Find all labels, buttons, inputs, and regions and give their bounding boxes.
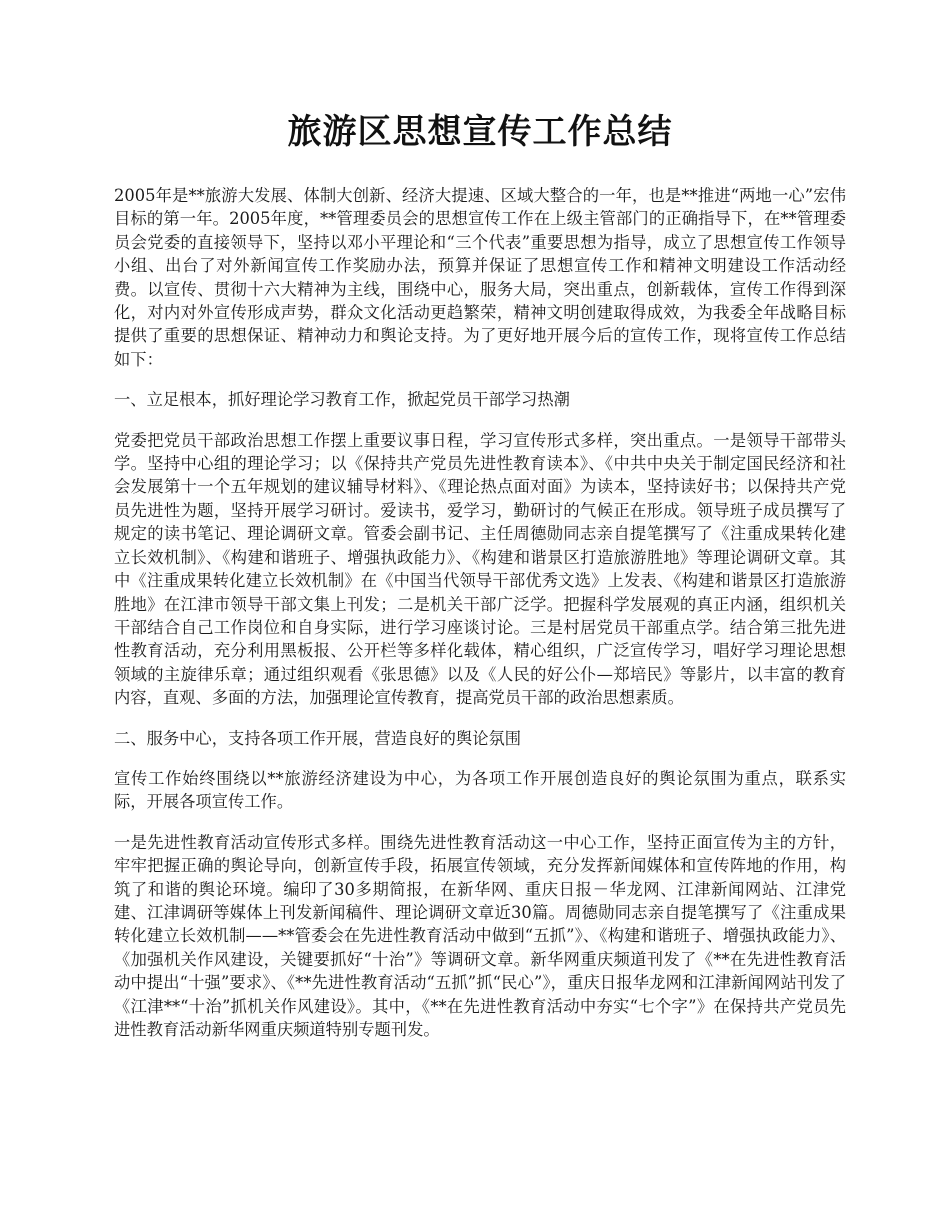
section-2-item-1-paragraph: 一是先进性教育活动宣传形式多样。围绕先进性教育活动这一中心工作，坚持正面宣传为主的方针，牢牢把握正确的舆论导向，创新宣传手段，拓展宣传领域，充分发挥新闻媒体和宣传阵地的作用，构筑了和谐的舆论环境。编印了30多期简报，在新华网、重庆日报－华龙网、江津新闻网站、江津党建、江津调研等媒体上刊发新闻稿件、理论调研文章近30篇。周德勋同志亲自提笔撰写了《注重成果转化建立长效机制——**管委会在先进性教育活动中做到“五抓”》、《构建和谐班子、增强执政能力》、《加强机关作风建设，关键要抓好“十治”》等调研文章。新华网重庆频道刊发了《**在先进性教育活动中提出“十强”要求》、《**先进性教育活动“五抓”抓“民心”》，重庆日报华龙网和江津新闻网站刊发了《江津**“十治”抓机关作风建设》。其中，《**在先进性教育活动中夯实“七个字”》在保持共产党员先进性教育活动新华网重庆频道特别专题刊发。: [114, 832, 846, 1039]
section-1-heading: 一、立足根本，抓好理论学习教育工作，掀起党员干部学习热潮: [114, 390, 570, 410]
document-title: 旅游区思想宣传工作总结: [287, 112, 673, 152]
section-1-paragraph: 党委把党员干部政治思想工作摆上重要议事日程，学习宣传形式多样，突出重点。一是领导干部带头学。坚持中心组的理论学习；以《保持共产党员先进性教育读本》、《中共中央关于制定国民经济和社会发展第十一个五年规划的建议辅导材料》、《理论热点面对面》为读本，坚持读好书；以保持共产党员先进性为题，坚持开展学习研讨。爱读书，爱学习，勤研讨的气候正在形成。领导班子成员撰写了规定的读书笔记、理论调研文章。管委会副书记、主任周德勋同志亲自提笔撰写了《注重成果转化建立长效机制》、《构建和谐班子、增强执政能力》、《构建和谐景区打造旅游胜地》等理论调研文章。其中《注重成果转化建立长效机制》在《中国当代领导干部优秀文选》上发表、《构建和谐景区打造旅游胜地》在江津市领导干部文集上刊发；二是机关干部广泛学。把握科学发展观的真正内涵，组织机关干部结合自己工作岗位和自身实际，进行学习座谈讨论。三是村居党员干部重点学。结合第三批先进性教育活动，充分利用黑板报、公开栏等多样化载体，精心组织，广泛宣传学习，唱好学习理论思想领域的主旋律乐章；通过组织观看《张思德》以及《人民的好公仆—郑培民》等影片，以丰富的教育内容，直观、多面的方法，加强理论宣传教育，提高党员干部的政治思想素质。: [114, 430, 846, 708]
section-2-heading: 二、服务中心，支持各项工作开展，营造良好的舆论氛围: [114, 728, 522, 748]
section-2-intro-paragraph: 宣传工作始终围绕以**旅游经济建设为中心，为各项工作开展创造良好的舆论氛围为重点，联系实际，开展各项宣传工作。: [114, 768, 846, 812]
intro-paragraph: 2005年是**旅游大发展、体制大创新、经济大提速、区域大整合的一年，也是**推进“两地一心”宏伟目标的第一年。2005年度，**管理委员会的思想宣传工作在上级主管部门的正确指导下，在**管理委员会党委的直接领导下，坚持以邓小平理论和“三个代表”重要思想为指导，成立了思想宣传工作领导小组、出台了对外新闻宣传工作奖励办法，预算并保证了思想宣传工作和精神文明建设工作活动经费。以宣传、贯彻十六大精神为主线，围绕中心，服务大局，突出重点，创新载体，宣传工作得到深化，对内对外宣传形成声势，群众文化活动更趋繁荣，精神文明创建取得成效，为我委全年战略目标提供了重要的思想保证、精神动力和舆论支持。为了更好地开展今后的宣传工作，现将宣传工作总结如下：: [114, 186, 846, 369]
